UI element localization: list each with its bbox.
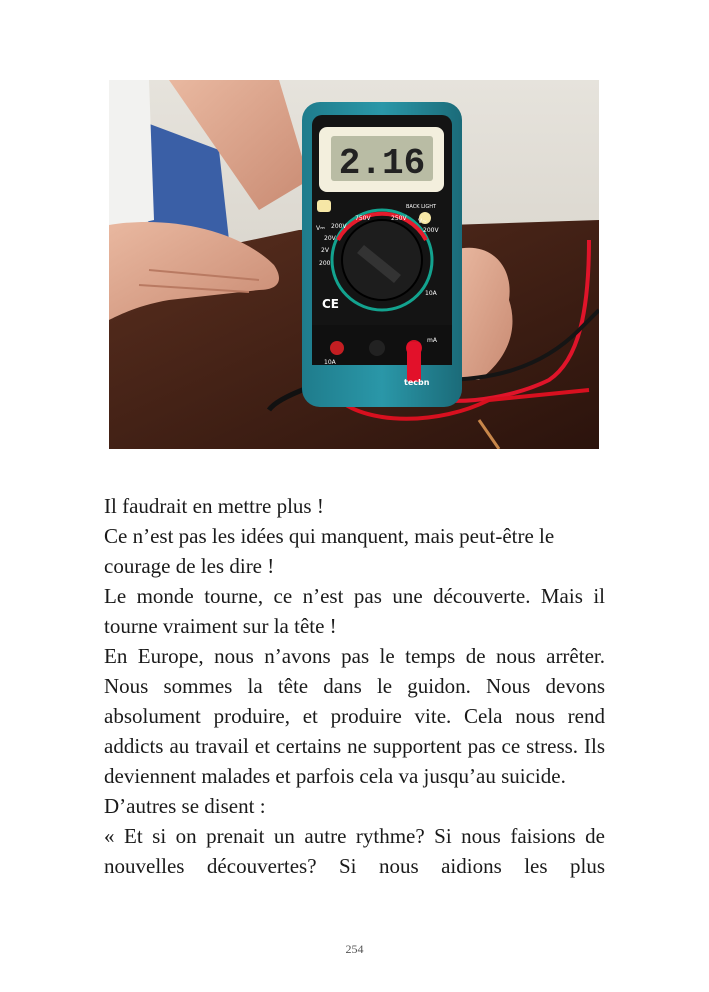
svg-text:200V: 200V — [423, 227, 439, 234]
brand-label: tecbn — [404, 378, 430, 387]
paragraph: Ce n’est pas les idées qui manquent, mais peut-être le courage de les dire ! — [104, 524, 555, 578]
svg-text:2V: 2V — [321, 247, 329, 254]
lcd-reading: 2.16 — [338, 143, 426, 184]
page-number: 254 — [345, 942, 364, 956]
svg-text:10A: 10A — [425, 290, 437, 297]
svg-text:250V: 250V — [391, 215, 407, 222]
paragraph: « Et si on prenait un autre rythme? Si nous faisions de nouvelles découvertes? Si nous aidions les plus — [104, 824, 605, 878]
svg-text:200V: 200V — [331, 223, 347, 230]
paragraph: Il faudrait en mettre plus ! — [104, 494, 324, 518]
jack-com — [369, 340, 385, 356]
page-body — [104, 491, 605, 881]
paragraph: En Europe, nous n’avons pas le temps de nous arrêter. Nous sommes la tête dans le guidon. Nous devons absolument produire, et produire vite. Cela nous rend addicts au travail et certains ne supportent pas ce stress. Ils deviennent malades et parfois cela va jusqu’au suicide. — [104, 644, 605, 788]
svg-text:750V: 750V — [355, 215, 371, 222]
white-sleeve — [109, 80, 154, 230]
multimeter-photo — [109, 80, 599, 449]
jack-10a — [330, 341, 344, 355]
svg-text:V⎓: V⎓ — [316, 225, 325, 232]
hold-button — [317, 200, 331, 212]
svg-text:BACK LIGHT: BACK LIGHT — [406, 204, 437, 210]
red-probe-plug — [407, 342, 421, 382]
svg-text:20V: 20V — [324, 235, 336, 242]
svg-text:mA: mA — [427, 337, 437, 344]
paragraph: Le monde tourne, ce n’est pas une découverte. Mais il tourne vraiment sur la tête ! — [104, 584, 605, 638]
svg-text:10A: 10A — [324, 359, 336, 366]
svg-text:V~: V~ — [418, 218, 428, 225]
svg-text:200: 200 — [319, 260, 331, 267]
ce-mark: CE — [322, 297, 340, 311]
paragraph: D’autres se disent : — [104, 794, 266, 818]
